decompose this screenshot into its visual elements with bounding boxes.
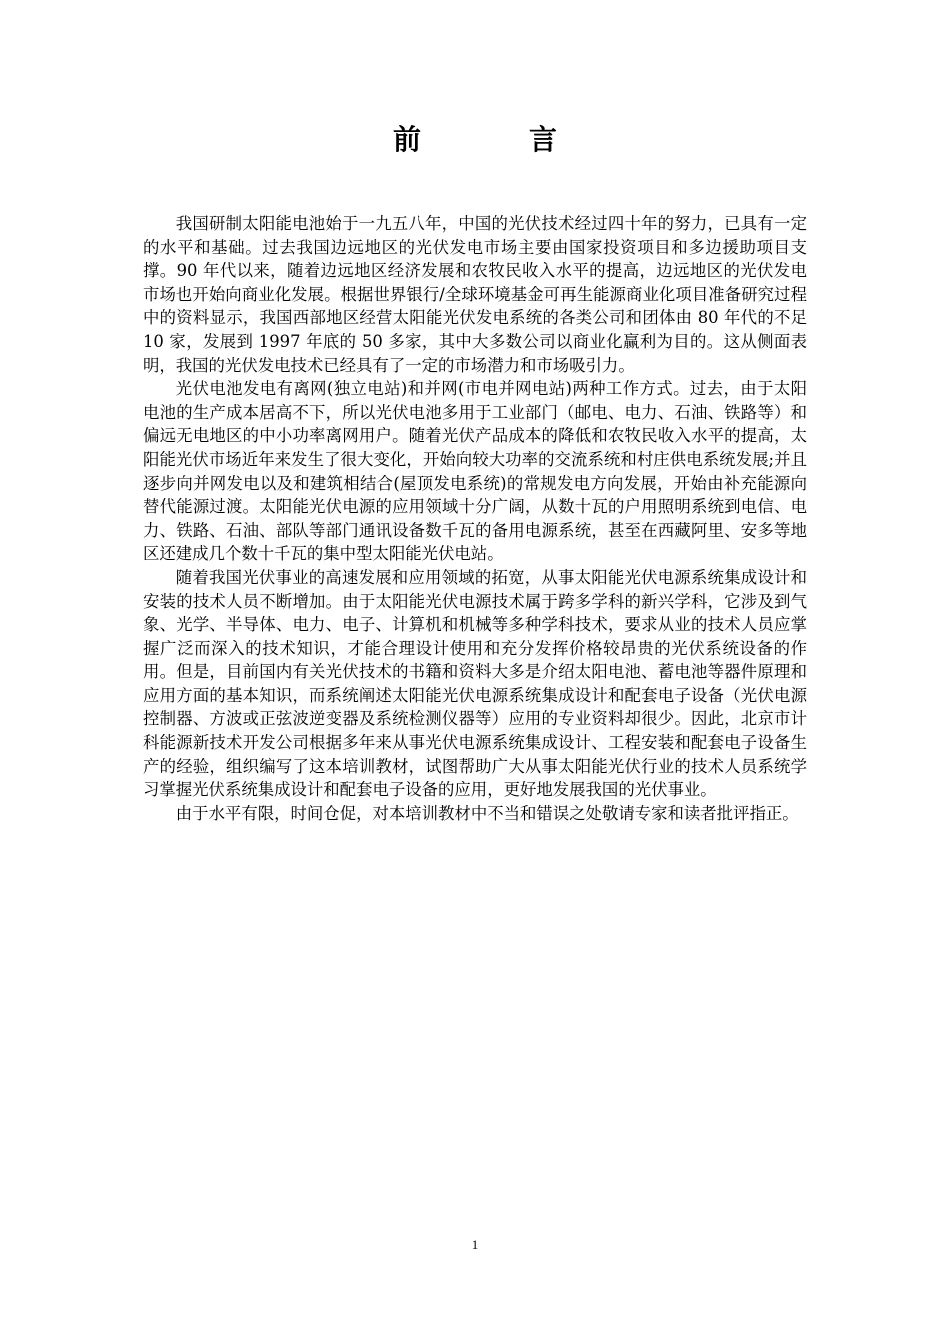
page-title: 前 言 — [392, 123, 597, 156]
paragraph-closing: 由于水平有限，时间仓促，对本培训教材中不当和错误之处敬请专家和读者批评指正。 — [175, 803, 799, 823]
preface-body — [143, 212, 807, 825]
paragraph-operation-modes: 光伏电池发电有离网(独立电站)和并网(市电并网电站)两种工作方式。过去，由于太阳电池的生产成本居高不下，所以光伏电池多用于工业部门（邮电、电力、石油、铁路等）和偏远无电地区的中小功率离网用户。随着光伏产品成本的降低和农牧民收入水平的提高，太阳能光伏市场近年来发生了很大变化，开始向较大功率的交流系统和村庄供电系统发展;并且逐步向并网发电以及和建筑相结合(屋顶发电系统)的常规发电方向发展，开始由补充能源向替代能源过渡。太阳能光伏电源的应用领域十分广阔，从数十瓦的户用照明系统到电信、电力、铁路、石油、部队等部门通讯设备数千瓦的备用电源系统，甚至在西藏阿里、安多等地区还建成几个数十千瓦的集中型太阳能光伏电站。 — [143, 379, 807, 564]
paragraph-history: 我国研制太阳能电池始于一九五八年，中国的光伏技术经过四十年的努力，已具有一定的水平和基础。过去我国边远地区的光伏发电市场主要由国家投资项目和多边援助项目支撑。90 年代以来，随着边远地区经济发展和农牧民收入水平的提高，边远地区的光伏发电市场也开始向商业化发展。根据世界银行/全球环境基金可再生能源商业化项目准备研究过程中的资料显示，我国西部地区经营太阳能光伏发电系统的各类公司和团体由 80 年代的不足 10 家，发展到 1997 年底的 50 多家，其中大多数公司以商业化赢利为目的。这从侧面表明，我国的光伏发电技术已经具有了一定的市场潜力和市场吸引力。 — [143, 214, 807, 375]
page-number: 1 — [471, 1237, 479, 1252]
paragraph-training-purpose: 随着我国光伏事业的高速发展和应用领域的拓宽，从事太阳能光伏电源系统集成设计和安装的技术人员不断增加。由于太阳能光伏电源技术属于跨多学科的新兴学科，它涉及到气象、光学、半导体、电力、电子、计算机和机械等多种学科技术，要求从业的技术人员应掌握广泛而深入的技术知识，才能合理设计使用和充分发挥价格较昂贵的光伏系统设备的作用。但是，目前国内有关光伏技术的书籍和资料大多是介绍太阳电池、蓄电池等器件原理和应用方面的基本知识，而系统阐述太阳能光伏电源系统集成设计和配套电子设备（光伏电源控制器、方波或正弦波逆变器及系统检测仪器等）应用的专业资料却很少。因此，北京市计科能源新技术开发公司根据多年来从事光伏电源系统集成设计、工程安装和配套电子设备生产的经验，组织编写了这本培训教材，试图帮助广大从事太阳能光伏行业的技术人员系统学习掌握光伏系统集成设计和配套电子设备的应用，更好地发展我国的光伏事业。 — [143, 567, 807, 800]
